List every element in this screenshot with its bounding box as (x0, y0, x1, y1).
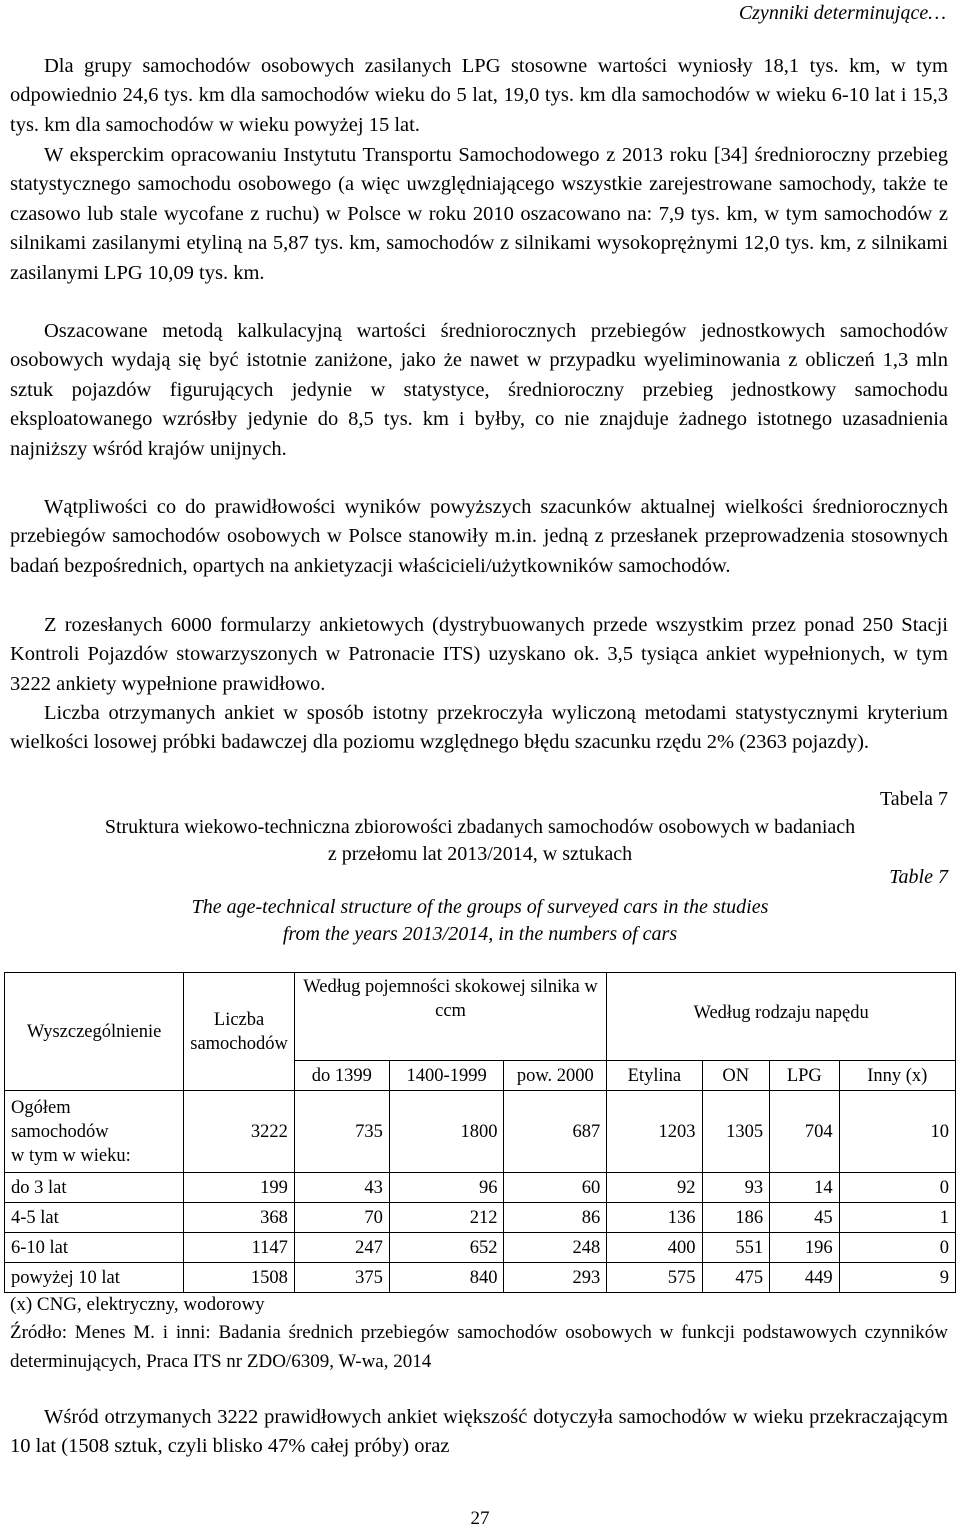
table-cell: 1147 (184, 1233, 295, 1263)
table-cell: 449 (770, 1263, 839, 1293)
header-count: Liczba samochodów (184, 973, 295, 1091)
table-footnote: (x) CNG, elektryczny, wodorowy (10, 1294, 265, 1315)
table-label-en: Table 7 (889, 866, 948, 888)
table-cell: 475 (702, 1263, 770, 1293)
header-cap-pow-2000: pow. 2000 (504, 1061, 607, 1091)
table-cell: 400 (607, 1233, 702, 1263)
table-cell: 14 (770, 1173, 839, 1203)
table-cell: 92 (607, 1173, 702, 1203)
row-label: powyżej 10 lat (5, 1263, 184, 1293)
page-number: 27 (470, 1508, 490, 1529)
table-cell: 136 (607, 1203, 702, 1233)
table-cell: 93 (702, 1173, 770, 1203)
paragraph-sample-size: Liczba otrzymanych ankiet w sposób istotny przekroczyła wyliczoną metodami statystycznymi kryterium wielkości losowej próbki badawczej dla poziomu względnego błędu szacunku rzędu 2% (2363 pojazdy). (10, 702, 948, 754)
row-label-total-line3: w tym w wieku: (11, 1145, 131, 1166)
table-row (5, 1233, 956, 1263)
header-capacity-group: Według pojemności skokowej silnika w ccm (294, 973, 606, 1061)
paragraph-estimated-values: Oszacowane metodą kalkulacyjną wartości średniorocznych przebiegów jednostkowych samochodów osobowych wydają się być istotnie zaniżone, jako że nawet w przypadku wyeliminowania z obliczeń 1,3 mln sztuk pojazdów figurujących jedynie w statystyce, średnioroczny przebieg jednostkowy samochodu eksploatowanego wzrósłby jedynie do 8,5 tys. km i byłby, co nie znajduje żadnego istotnego uzasadnienia najniższy wśród krajów unijnych. (10, 320, 948, 460)
table-row (5, 1173, 956, 1203)
table-cell: 0 (839, 1233, 955, 1263)
row-label-total-line1: Ogółem (11, 1097, 71, 1118)
table-cell: 45 (770, 1203, 839, 1233)
table-cell: 248 (504, 1233, 607, 1263)
table-cell: 60 (504, 1173, 607, 1203)
header-cap-do-1399: do 1399 (294, 1061, 389, 1091)
table-cell: 1 (839, 1203, 955, 1233)
paragraph-expert-study: W eksperckim opracowaniu Instytutu Transportu Samochodowego z 2013 roku [34] średnioroczny przebieg statystycznego samochodu osobowego (a więc uwzględniającego wszystkie zarejestrowane samochody, także te czasowo lub stale wycofane z ruchu) w Polsce w roku 2010 oszacowano na: 7,9 tys. km, w tym samochodów z silnikami zasilanymi etyliną na 5,87 tys. km, samochodów z silnikami wysokoprężnymi 12,0 tys. km, z silnikami zasilanymi LPG 10,09 tys. km. (10, 144, 948, 284)
table-cell: 247 (294, 1233, 389, 1263)
header-fuel-lpg: LPG (770, 1061, 839, 1091)
table-cell: 0 (839, 1173, 955, 1203)
table-cell: 10 (839, 1091, 955, 1173)
table-source: Źródło: Menes M. i inni: Badania średnich przebiegów samochodów osobowych w funkcji podstawowych czynników determinujących, Praca ITS nr ZDO/6309, W-wa, 2014 (10, 1322, 948, 1372)
table-cell: 70 (294, 1203, 389, 1233)
table-title-pl-line1: Struktura wiekowo-techniczna zbiorowości zbadanych samochodów osobowych w badaniach (104, 816, 856, 838)
table-cell: 1508 (184, 1263, 295, 1293)
table-cell: 3222 (184, 1091, 295, 1173)
table-cell: 735 (294, 1091, 389, 1173)
table-cell: 86 (504, 1203, 607, 1233)
table-cell: 212 (389, 1203, 504, 1233)
header-drive-group: Według rodzaju napędu (607, 973, 956, 1061)
table-cell: 196 (770, 1233, 839, 1263)
header-cap-1400-1999: 1400-1999 (389, 1061, 504, 1091)
table-cell: 9 (839, 1263, 955, 1293)
table-cell: 551 (702, 1233, 770, 1263)
table-row-total (5, 1091, 956, 1173)
table-title-en-line2: from the years 2013/2014, in the numbers of cars (282, 923, 678, 945)
table-cell: 199 (184, 1173, 295, 1203)
table-cell: 1800 (389, 1091, 504, 1173)
table-title-pl-line2: z przełomu lat 2013/2014, w sztukach (327, 843, 633, 865)
header-fuel-other: Inny (x) (839, 1061, 955, 1091)
table-cell: 43 (294, 1173, 389, 1203)
header-fuel-etylina: Etylina (607, 1061, 702, 1091)
paragraph-doubts: Wątpliwości co do prawidłowości wyników powyższych szacunków aktualnej wielkości średniorocznych przebiegów samochodów osobowych w Polsce stanowiły m.in. jedną z przesłanek przeprowadzenia stosownych badań bezpośrednich, opartych na ankietyzacji właścicieli/użytkowników samochodów. (10, 496, 948, 577)
table-label-pl: Tabela 7 (879, 788, 948, 810)
table-cell: 293 (504, 1263, 607, 1293)
table-title-en-line1: The age-technical structure of the groups of surveyed cars in the studies (191, 896, 769, 918)
row-label-total (5, 1091, 184, 1173)
row-label-total-line2: samochodów (11, 1121, 109, 1142)
paragraph-last: Wśród otrzymanych 3222 prawidłowych ankiet większość dotyczyła samochodów w wieku przekraczającym 10 lat (1508 sztuk, czyli blisko 47% całej próby) oraz (10, 1406, 948, 1458)
table-cell: 704 (770, 1091, 839, 1173)
table-cell: 375 (294, 1263, 389, 1293)
row-label: 6-10 lat (5, 1233, 184, 1263)
table-cell: 1203 (607, 1091, 702, 1173)
paragraph-lpg: Dla grupy samochodów osobowych zasilanych LPG stosowne wartości wyniosły 18,1 tys. km, w tym odpowiednio 24,6 tys. km dla samochodów wieku do 5 lat, 19,0 tys. km dla samochodów w wieku 6-10 lat i 15,3 tys. km dla samochodów w wieku powyżej 15 lat. (10, 55, 948, 136)
table-cell: 652 (389, 1233, 504, 1263)
table-cell: 96 (389, 1173, 504, 1203)
header-fuel-on: ON (702, 1061, 770, 1091)
table-cell: 840 (389, 1263, 504, 1293)
running-head: Czynniki determinujące… (738, 2, 946, 24)
row-label: do 3 lat (5, 1173, 184, 1203)
header-spec: Wyszczególnienie (5, 973, 184, 1091)
table-cell: 186 (702, 1203, 770, 1233)
table-cell: 687 (504, 1091, 607, 1173)
table-cell: 1305 (702, 1091, 770, 1173)
table-row (5, 1203, 956, 1233)
paragraph-forms: Z rozesłanych 6000 formularzy ankietowych (dystrybuowanych przede wszystkim przez ponad 250 Stacji Kontroli Pojazdów stowarzyszonych w Patronacie ITS) uzyskano ok. 3,5 tysiąca ankiet wypełnionych, w tym 3222 ankiety wypełnione prawidłowo. (10, 614, 948, 695)
row-label: 4-5 lat (5, 1203, 184, 1233)
vehicle-structure-table (4, 972, 956, 1293)
table-cell: 368 (184, 1203, 295, 1233)
table-cell: 575 (607, 1263, 702, 1293)
table-row (5, 1263, 956, 1293)
